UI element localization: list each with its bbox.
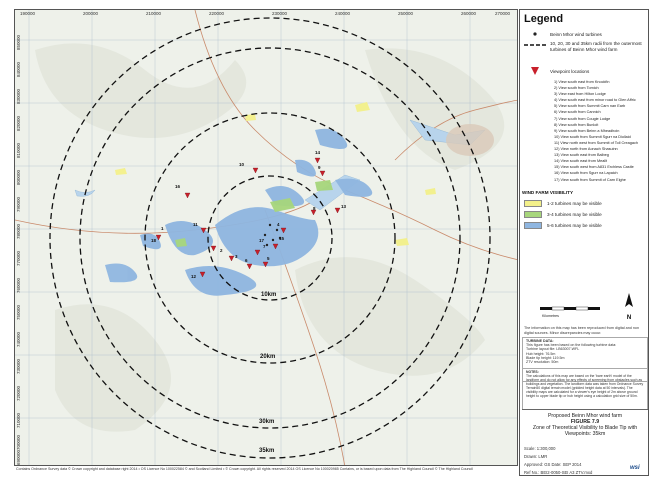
viewpoint-number: 9 [318, 165, 321, 170]
visibility-swatch-1-2 [524, 200, 542, 207]
viewpoint-list-item: 3) View east from Hilton Lodge [554, 92, 606, 97]
easting-tick: 250000 [398, 11, 414, 16]
legend-turbines-label: Beinn Mhor wind turbines [550, 31, 602, 37]
viewpoint-list [554, 79, 638, 183]
visibility-swatch-5-6 [524, 222, 542, 229]
visibility-row [524, 222, 602, 229]
northing-tick: 780000 [16, 224, 21, 240]
ring-label-35km: 35km [259, 448, 275, 454]
easting-tick: 240000 [335, 11, 351, 16]
legend-panel [519, 9, 649, 476]
viewpoint-number: 18 [151, 238, 157, 243]
northing-tick: 690000 [16, 450, 21, 466]
legend-title: Legend [524, 13, 564, 25]
viewpoint-number: 17 [259, 238, 265, 243]
northing-tick: 820000 [16, 116, 21, 132]
notes-box [522, 368, 648, 410]
viewpoint-number: 15 [279, 236, 285, 241]
figure-project: Proposed Beinn Mhor wind farm [547, 413, 623, 419]
legend-turbines-row [524, 30, 602, 38]
visibility-label: 3-4 turbines may be visible [547, 212, 602, 217]
approved-by: Approved: GS Date: SEP 2014 [524, 462, 582, 467]
easting-tick: 190000 [20, 11, 36, 16]
visibility-label: 1-2 turbines may be visible [547, 201, 602, 206]
turbine-line: Blade tip height: 119.5m [526, 355, 565, 360]
viewpoint-list-item: 16) View south from Sgurr na Lapaich [554, 171, 618, 176]
viewpoint-number: 13 [341, 204, 347, 209]
viewpoint-list-item: 10) View south from Summit Sgurr na Diollaid [554, 134, 631, 139]
notes-heading: NOTES: [526, 370, 539, 374]
northing-tick: 800000 [16, 170, 21, 186]
viewpoint-number: 5 [267, 256, 270, 261]
ring-label-10km: 10km [261, 292, 277, 298]
viewpoint-list-item: 5) View south from Summit Carn nan Earb [554, 104, 626, 109]
viewpoint-list-item: 8) View south from Bunloit [554, 122, 599, 127]
figure-title: Zone of Theoretical Visibility to Blade Tip with Viewpoints: 35km [532, 425, 638, 437]
northing-tick: 810000 [16, 143, 21, 159]
viewpoint-number: 16 [175, 184, 181, 189]
viewpoint-list-item: 1) View south east from Knockfin [554, 80, 610, 84]
viewpoint-list-item: 15) View south west from A831 Erchless Castle [554, 165, 634, 170]
viewpoint-number: 14 [315, 150, 321, 155]
map-canvas[interactable] [14, 9, 518, 466]
legend-radii-row [524, 41, 650, 52]
viewpoint-list-item: 17) View south from Summit of Carn Eighe [554, 177, 626, 182]
visibility-heading: WIND FARM VISIBILITY [522, 190, 574, 195]
viewpoint-number: 1 [161, 226, 164, 231]
legend-viewpoints-row [524, 67, 589, 75]
visibility-label: 5-6 turbines may be visible [547, 223, 602, 228]
viewpoint-number: 3 [235, 254, 238, 259]
viewpoint-number: 7 [263, 244, 266, 249]
viewpoint-number: 10 [239, 162, 245, 167]
turbine-line: This figure has been based on the following turbine data: [526, 343, 617, 348]
northing-tick: 750000 [16, 305, 21, 321]
northing-tick: 740000 [16, 332, 21, 348]
legend-viewpoints-label: Viewpoint locations [550, 68, 590, 74]
viewpoint-list-item: 11) View north west from Summit of Toll Creagach [554, 140, 638, 145]
viewpoint-number: 4 [277, 222, 280, 227]
visibility-row [524, 200, 602, 207]
ring-label-30km: 30km [259, 419, 275, 425]
northing-tick: 840000 [16, 62, 21, 78]
viewpoint-number: 6 [245, 258, 248, 263]
easting-tick: 260000 [461, 11, 477, 16]
northing-tick: 700000 [16, 435, 21, 451]
viewpoint-number: 2 [220, 248, 223, 253]
northing-tick: 710000 [16, 413, 21, 429]
northing-tick: 770000 [16, 251, 21, 267]
turbine-line: Hub height: 76.5m [526, 351, 556, 356]
scale-label: Kilometres [542, 314, 559, 318]
scale-bar [540, 306, 620, 314]
company-logo: wsi [630, 465, 640, 471]
turbine-heading: TURBINE DATA: [526, 339, 554, 343]
viewpoint-marker-icon [524, 67, 546, 75]
figure-number: FIGURE 7.9 [570, 419, 600, 425]
viewpoint-list-item: 9) View south from Beinn a Mheadhoin [554, 128, 620, 133]
legend-radii-label: 10, 20, 30 and 35km radii from the outermost turbines of Beinn Mhor wind farm [550, 41, 642, 52]
viewpoint-number: 11 [193, 222, 198, 227]
northing-tick: 850000 [16, 35, 21, 51]
turbine-line: ZTV resolution: 50m [526, 360, 559, 365]
notes-text: The calculations of this map are based on the 'bare earth' model of the landform and do not allow for any effects of screening from obstacles such as buildings and vegetation. The landform data was taken from Ordnance Survey Terrain50 digital terrain model (gridded height data at 50 intervals). The visibility maps are calculated for a viewer's eye height of 2m above ground height to upper blade tip or hub height using a calculation grid size of 50m. [526, 374, 644, 398]
turbine-symbol-icon [524, 30, 546, 38]
visibility-swatch-3-4 [524, 211, 542, 218]
easting-tick: 230000 [272, 11, 288, 16]
northing-tick: 830000 [16, 89, 21, 105]
easting-tick: 270000 [495, 11, 511, 16]
northing-tick: 730000 [16, 359, 21, 375]
data-disclaimer: The information on this map has been reproduced from digital and non digital sources. Minor discrepancies may occur. [524, 326, 639, 335]
easting-tick: 210000 [146, 11, 162, 16]
dashed-radius-icon [524, 41, 546, 49]
viewpoint-list-item: 13) View south east from Balbeg [554, 153, 609, 158]
northing-tick: 790000 [16, 197, 21, 213]
map-svg [15, 10, 518, 466]
northing-tick: 760000 [16, 278, 21, 294]
viewpoint-number: 12 [191, 274, 197, 279]
northing-tick: 720000 [16, 386, 21, 402]
drawn-by: Drawn: LMR [524, 454, 548, 459]
figure-title-box [522, 409, 648, 443]
viewpoint-list-item: 14) View south east from Meallt [554, 159, 608, 164]
viewpoint-list-item: 2) View south from Tomich [554, 86, 599, 91]
viewpoint-list-item: 7) View south from Cougie Lodge [554, 116, 611, 121]
viewpoint-list-item: 4) View south east from minor road to Glen Affric [554, 98, 636, 103]
easting-tick: 200000 [83, 11, 99, 16]
viewpoint-number: 8 [313, 206, 316, 211]
visibility-row [524, 211, 602, 218]
viewpoint-list-item: 6) View south from Cannich [554, 110, 601, 115]
viewpoint-list-item: 12) View north from Aonach Shasuinn [554, 147, 618, 152]
copyright-note: Contains Ordnance Survey data © Crown copyright and database right 2014 • OS Licence No 100022584 © and Scotland Limited • © Crown copyright. All rights reserved 2014 OS Licence No 100020985 Contains, or is based upon data from The Highland Council © The Highland Council [16, 467, 473, 471]
north-label: N [626, 315, 632, 321]
easting-tick: 220000 [209, 11, 225, 16]
scale-ratio: Scale: 1:300,000 [524, 446, 556, 451]
ring-label-20km: 20km [260, 354, 276, 360]
north-arrow-icon [623, 293, 635, 321]
reference-number: Ref No.: BEI2-0050-SEI A3 ZTV.mxd [524, 470, 593, 475]
turbine-line: Turbine layout file: LB63007.WFL [526, 347, 580, 352]
